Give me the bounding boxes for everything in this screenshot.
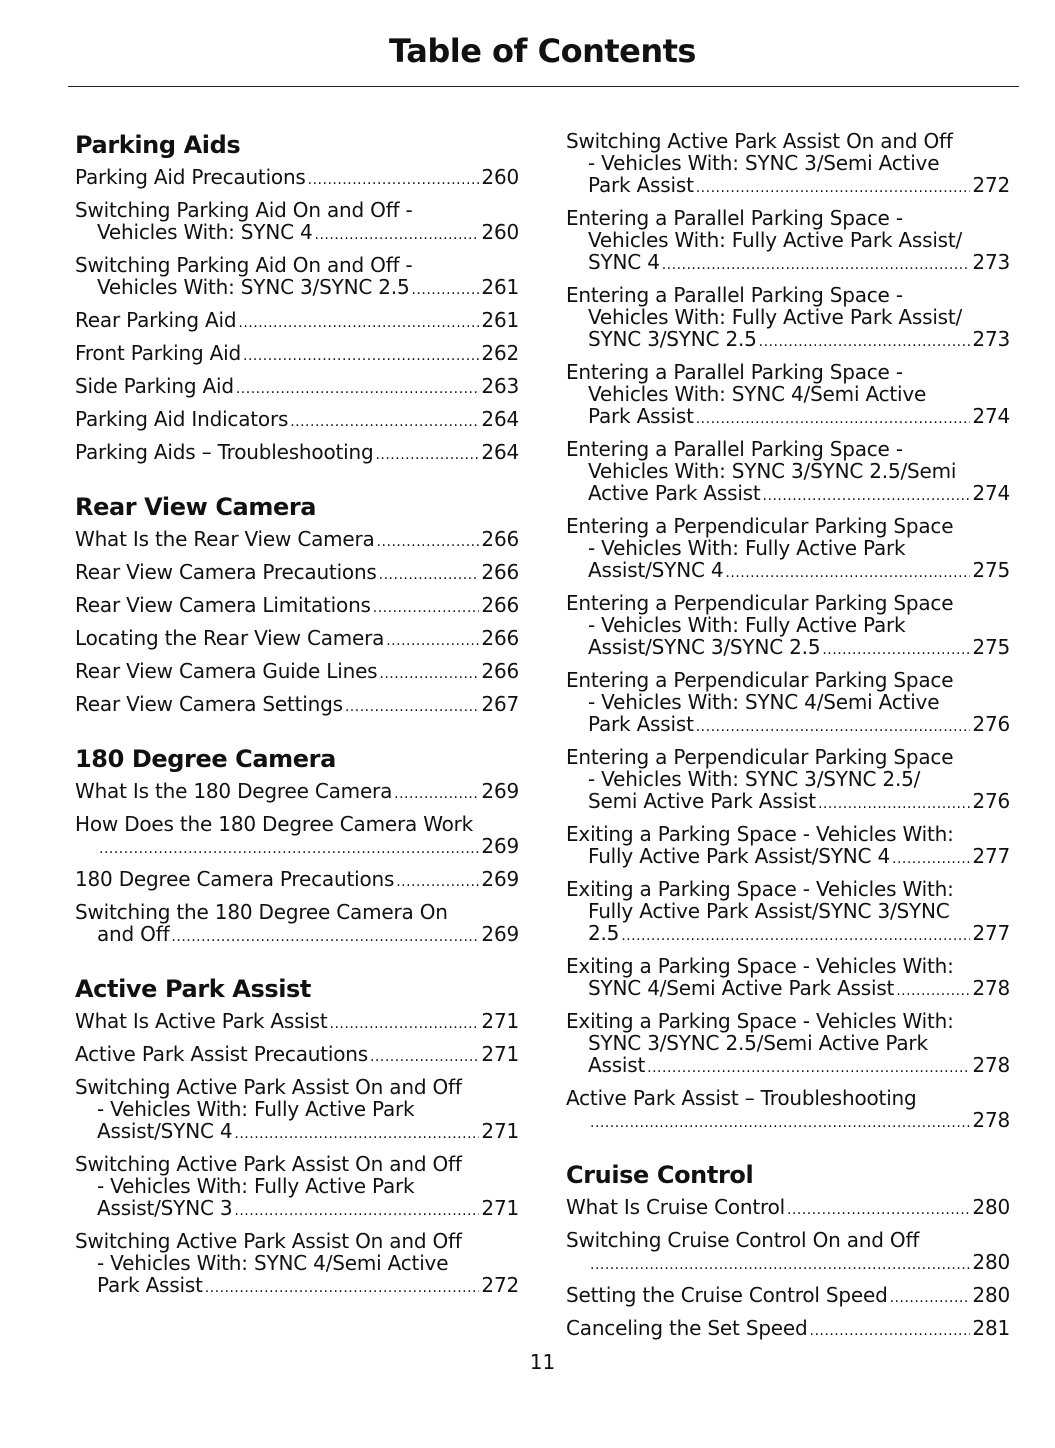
- dot-leader: [238, 312, 479, 334]
- dot-leader: [205, 1277, 480, 1299]
- toc-entry-last-line: [75, 528, 519, 553]
- dot-leader: [759, 331, 971, 353]
- dot-leader: [822, 639, 970, 661]
- dot-leader: [763, 485, 971, 507]
- toc-entry[interactable]: [75, 342, 519, 367]
- toc-entry[interactable]: [75, 1153, 519, 1222]
- dot-leader: [330, 1013, 480, 1035]
- toc-entry[interactable]: [75, 375, 519, 400]
- toc-section-continued: [566, 130, 1010, 1134]
- toc-entry-title: and Off: [97, 922, 170, 946]
- toc-entry-last-line: [588, 713, 1010, 738]
- dot-leader: [234, 1123, 479, 1145]
- toc-page-number[interactable]: 264: [481, 407, 519, 431]
- toc-entry-text-line: Entering a Perpendicular Parking Space: [566, 745, 954, 769]
- toc-page-number[interactable]: 269: [481, 867, 519, 891]
- dot-leader: [375, 444, 479, 466]
- dot-leader: [892, 848, 970, 870]
- toc-entry-last-line: [588, 328, 1010, 353]
- toc-entry-last-line: [75, 166, 519, 191]
- toc-entry-last-line: [75, 693, 519, 718]
- toc-entry[interactable]: [566, 361, 1010, 430]
- toc-page-number[interactable]: 266: [481, 593, 519, 617]
- page-number: 11: [529, 1350, 556, 1374]
- toc-entry-title: Setting the Cruise Control Speed: [566, 1283, 888, 1307]
- toc-entry-title: Rear View Camera Guide Lines: [75, 659, 378, 683]
- dot-leader: [590, 1254, 970, 1276]
- toc-entry[interactable]: [75, 528, 519, 553]
- toc-section-rear-view-camera: [75, 492, 519, 718]
- toc-entry-last-line: [588, 405, 1010, 430]
- toc-entry-last-line: [588, 922, 1010, 947]
- toc-entry-text-line: Switching Active Park Assist On and Off: [75, 1229, 462, 1253]
- toc-entry-title: Assist/SYNC 4: [97, 1119, 233, 1143]
- toc-entry[interactable]: [566, 955, 1010, 1002]
- toc-entry[interactable]: [75, 868, 519, 893]
- toc-page-number[interactable]: 276: [972, 712, 1010, 736]
- toc-page-number[interactable]: 261: [481, 308, 519, 332]
- toc-entry-title: Front Parking Aid: [75, 341, 241, 365]
- toc-entry-last-line: [75, 780, 519, 805]
- toc-entry-title: SYNC 4: [588, 250, 660, 274]
- dot-leader: [411, 279, 479, 301]
- toc-entry-text-line: Switching Parking Aid On and Off -: [75, 198, 413, 222]
- toc-entry-last-line: [588, 977, 1010, 1002]
- toc-entry-title: Assist/SYNC 3/SYNC 2.5: [588, 635, 821, 659]
- dot-leader: [621, 925, 970, 947]
- toc-entry[interactable]: [75, 660, 519, 685]
- toc-page-number[interactable]: 280: [972, 1250, 1010, 1274]
- toc-entry[interactable]: [75, 1010, 519, 1035]
- toc-entry-text-line: Exiting a Parking Space - Vehicles With:: [566, 954, 954, 978]
- toc-page-number[interactable]: 274: [972, 481, 1010, 505]
- toc-entry-title: Active Park Assist: [588, 481, 761, 505]
- dot-leader: [890, 1287, 971, 1309]
- toc-entry[interactable]: [75, 813, 519, 860]
- dot-leader: [379, 564, 480, 586]
- toc-entry-title: SYNC 3/SYNC 2.5: [588, 327, 757, 351]
- toc-page-number[interactable]: 281: [972, 1316, 1010, 1340]
- dot-leader: [590, 1112, 970, 1134]
- toc-entry-last-line: [566, 1317, 1010, 1342]
- toc-entry-text-line: Exiting a Parking Space - Vehicles With:: [566, 877, 954, 901]
- toc-entry-last-line: [588, 1109, 1010, 1134]
- toc-entry-last-line: [588, 251, 1010, 276]
- toc-page-number[interactable]: 266: [481, 626, 519, 650]
- toc-entry[interactable]: [75, 561, 519, 586]
- toc-page-number[interactable]: 277: [972, 921, 1010, 945]
- toc-page-number[interactable]: 269: [481, 922, 519, 946]
- toc-page-number[interactable]: 266: [481, 560, 519, 584]
- dot-leader: [896, 980, 970, 1002]
- toc-entry[interactable]: [75, 408, 519, 433]
- toc-entry[interactable]: [566, 746, 1010, 815]
- toc-page-number[interactable]: 271: [481, 1196, 519, 1220]
- toc-page-number[interactable]: 269: [481, 834, 519, 858]
- toc-entry-title: Parking Aid Indicators: [75, 407, 289, 431]
- toc-entry-title: Rear Parking Aid: [75, 308, 237, 332]
- toc-entry-title: Rear View Camera Precautions: [75, 560, 377, 584]
- toc-entry[interactable]: [566, 438, 1010, 507]
- toc-entry[interactable]: [75, 693, 519, 718]
- toc-entry-title: SYNC 4/Semi Active Park Assist: [588, 976, 895, 1000]
- toc-entry-text-line: Entering a Perpendicular Parking Space: [566, 668, 954, 692]
- toc-entry-text-line: Active Park Assist – Troubleshooting: [566, 1086, 917, 1110]
- toc-entry[interactable]: [566, 515, 1010, 584]
- toc-page-number[interactable]: 264: [481, 440, 519, 464]
- toc-entry-title: Locating the Rear View Camera: [75, 626, 385, 650]
- toc-entry-title: 180 Degree Camera Precautions: [75, 867, 395, 891]
- toc-entry-title: Park Assist: [588, 712, 694, 736]
- toc-entry-title: Parking Aid Precautions: [75, 165, 306, 189]
- toc-entry[interactable]: [566, 207, 1010, 276]
- toc-entry-last-line: [75, 868, 519, 893]
- toc-page-number[interactable]: 271: [481, 1042, 519, 1066]
- dot-leader: [818, 793, 970, 815]
- toc-page-number[interactable]: 273: [972, 250, 1010, 274]
- toc-entry-text-line: Exiting a Parking Space - Vehicles With:: [566, 822, 954, 846]
- toc-entry-title: Rear View Camera Settings: [75, 692, 343, 716]
- toc-entry-last-line: [566, 1196, 1010, 1221]
- toc-entry[interactable]: [566, 1284, 1010, 1309]
- toc-entry[interactable]: [75, 901, 519, 948]
- dot-leader: [725, 562, 970, 584]
- toc-entry-last-line: [97, 221, 519, 246]
- toc-page-number[interactable]: 275: [972, 558, 1010, 582]
- toc-entry-text-line: Entering a Parallel Parking Space -: [566, 206, 903, 230]
- toc-page-number[interactable]: 272: [481, 1273, 519, 1297]
- toc-entry[interactable]: [566, 1010, 1010, 1079]
- toc-entry-title: What Is the 180 Degree Camera: [75, 779, 393, 803]
- toc-entry[interactable]: [75, 441, 519, 466]
- toc-entry-text-line: Switching Cruise Control On and Off: [566, 1228, 920, 1252]
- toc-entry-last-line: [75, 660, 519, 685]
- toc-entry-title: Rear View Camera Limitations: [75, 593, 371, 617]
- toc-entry[interactable]: [566, 1317, 1010, 1342]
- section-heading: Parking Aids: [75, 131, 241, 159]
- toc-entry-text-line: - Vehicles With: SYNC 3/SYNC 2.5/: [588, 767, 921, 791]
- toc-entry-last-line: [75, 561, 519, 586]
- toc-entry[interactable]: [75, 166, 519, 191]
- toc-left-column: [75, 130, 519, 1325]
- toc-entry-title: Park Assist: [97, 1273, 203, 1297]
- toc-entry-title: Park Assist: [588, 404, 694, 428]
- toc-page-number[interactable]: 278: [972, 1108, 1010, 1132]
- toc-page-number[interactable]: 260: [481, 220, 519, 244]
- toc-page-number[interactable]: 276: [972, 789, 1010, 813]
- toc-entry-title: Active Park Assist Precautions: [75, 1042, 368, 1066]
- toc-entry[interactable]: [566, 592, 1010, 661]
- toc-entry-text-line: How Does the 180 Degree Camera Work: [75, 812, 474, 836]
- toc-page-number[interactable]: 261: [481, 275, 519, 299]
- toc-entry[interactable]: [566, 669, 1010, 738]
- toc-entry-title: 2.5: [588, 921, 620, 945]
- toc-section-cruise-control: [566, 1160, 1010, 1342]
- dot-leader: [345, 696, 480, 718]
- toc-entry-last-line: [588, 559, 1010, 584]
- toc-entry-text-line: Switching Active Park Assist On and Off: [75, 1152, 462, 1176]
- toc-entry[interactable]: [566, 1087, 1010, 1134]
- toc-entry-last-line: [75, 1010, 519, 1035]
- dot-leader: [308, 169, 480, 191]
- dot-leader: [290, 411, 479, 433]
- toc-entry-title: What Is Active Park Assist: [75, 1009, 328, 1033]
- toc-entry-title: Fully Active Park Assist/SYNC 4: [588, 844, 890, 868]
- section-heading: Rear View Camera: [75, 493, 317, 521]
- toc-entry-text-line: Vehicles With: Fully Active Park Assist/: [588, 228, 963, 252]
- toc-page-number[interactable]: 271: [481, 1009, 519, 1033]
- dot-leader: [787, 1199, 970, 1221]
- toc-entry-text-line: - Vehicles With: Fully Active Park: [588, 613, 906, 637]
- toc-page-number[interactable]: 263: [481, 374, 519, 398]
- dot-leader: [171, 926, 479, 948]
- toc-entry-last-line: [588, 482, 1010, 507]
- toc-entry-last-line: [588, 845, 1010, 870]
- dot-leader: [243, 345, 479, 367]
- toc-entry-text-line: Switching Active Park Assist On and Off: [75, 1075, 462, 1099]
- toc-entry-title: What Is the Rear View Camera: [75, 527, 375, 551]
- toc-page-number[interactable]: 278: [972, 1053, 1010, 1077]
- toc-entry[interactable]: [75, 594, 519, 619]
- toc-entry-text-line: Vehicles With: Fully Active Park Assist/: [588, 305, 963, 329]
- toc-entry-title: Side Parking Aid: [75, 374, 234, 398]
- toc-entry-last-line: [75, 375, 519, 400]
- toc-entry-text-line: SYNC 3/SYNC 2.5/Semi Active Park: [588, 1031, 928, 1055]
- toc-page-number[interactable]: 278: [972, 976, 1010, 1000]
- toc-entry-text-line: Switching Active Park Assist On and Off: [566, 129, 953, 153]
- toc-entry[interactable]: [75, 1076, 519, 1145]
- page-title: Table of Contents: [389, 32, 696, 70]
- toc-page-number[interactable]: 273: [972, 327, 1010, 351]
- toc-entry-last-line: [75, 627, 519, 652]
- toc-entry[interactable]: [566, 284, 1010, 353]
- toc-entry-title: Vehicles With: SYNC 3/SYNC 2.5: [97, 275, 410, 299]
- dot-leader: [696, 177, 971, 199]
- toc-entry-last-line: [75, 594, 519, 619]
- toc-entry[interactable]: [75, 1043, 519, 1068]
- toc-entry-text-line: Vehicles With: SYNC 4/Semi Active: [588, 382, 927, 406]
- dot-leader: [373, 597, 480, 619]
- toc-entry[interactable]: [566, 878, 1010, 947]
- dot-leader: [647, 1057, 970, 1079]
- toc-entry-title: Vehicles With: SYNC 4: [97, 220, 313, 244]
- toc-section-parking-aids: [75, 130, 519, 466]
- toc-entry-text-line: Exiting a Parking Space - Vehicles With:: [566, 1009, 954, 1033]
- toc-page-number[interactable]: 260: [481, 165, 519, 189]
- toc-entry-text-line: Fully Active Park Assist/SYNC 3/SYNC: [588, 899, 950, 923]
- toc-entry-last-line: [588, 1251, 1010, 1276]
- toc-entry-text-line: Entering a Parallel Parking Space -: [566, 437, 903, 461]
- toc-entry-last-line: [97, 1197, 519, 1222]
- toc-section-active-park-assist: [75, 974, 519, 1299]
- dot-leader: [99, 838, 479, 860]
- dot-leader: [394, 783, 479, 805]
- toc-entry-text-line: - Vehicles With: Fully Active Park: [97, 1097, 415, 1121]
- dot-leader: [377, 531, 480, 553]
- toc-page-number[interactable]: 266: [481, 659, 519, 683]
- toc-entry-title: Park Assist: [588, 173, 694, 197]
- toc-entry-text-line: Entering a Parallel Parking Space -: [566, 360, 903, 384]
- toc-entry-text-line: - Vehicles With: Fully Active Park: [97, 1174, 415, 1198]
- toc-entry-last-line: [588, 174, 1010, 199]
- toc-entry-title: What Is Cruise Control: [566, 1195, 785, 1219]
- toc-page-number[interactable]: 280: [972, 1283, 1010, 1307]
- toc-entry-last-line: [566, 1284, 1010, 1309]
- toc-page-number[interactable]: 280: [972, 1195, 1010, 1219]
- toc-page-number[interactable]: 267: [481, 692, 519, 716]
- toc-entry-last-line: [97, 835, 519, 860]
- toc-entry-title: Assist/SYNC 4: [588, 558, 724, 582]
- toc-section-180-degree-camera: [75, 744, 519, 948]
- dot-leader: [662, 254, 971, 276]
- toc-entry-text-line: Entering a Perpendicular Parking Space: [566, 514, 954, 538]
- toc-page-number[interactable]: 272: [972, 173, 1010, 197]
- toc-entry-text-line: Entering a Perpendicular Parking Space: [566, 591, 954, 615]
- toc-right-column: [566, 130, 1010, 1368]
- toc-entry-last-line: [588, 790, 1010, 815]
- toc-page-number[interactable]: 269: [481, 779, 519, 803]
- toc-entry-last-line: [75, 309, 519, 334]
- toc-entry-text-line: - Vehicles With: SYNC 4/Semi Active: [97, 1251, 449, 1275]
- toc-page-number[interactable]: 275: [972, 635, 1010, 659]
- toc-entry[interactable]: [566, 130, 1010, 199]
- dot-leader: [236, 378, 480, 400]
- dot-leader: [696, 408, 971, 430]
- toc-entry[interactable]: [75, 780, 519, 805]
- title-divider: [68, 86, 1019, 87]
- toc-entry[interactable]: [75, 254, 519, 301]
- toc-entry-last-line: [588, 636, 1010, 661]
- dot-leader: [234, 1200, 479, 1222]
- dot-leader: [315, 224, 480, 246]
- toc-entry-title: Canceling the Set Speed: [566, 1316, 808, 1340]
- toc-entry[interactable]: [566, 1196, 1010, 1221]
- dot-leader: [696, 716, 971, 738]
- dot-leader: [379, 663, 479, 685]
- toc-entry-last-line: [75, 408, 519, 433]
- toc-entry-title: Assist: [588, 1053, 646, 1077]
- toc-entry-text-line: Switching the 180 Degree Camera On: [75, 900, 448, 924]
- toc-entry-last-line: [75, 1043, 519, 1068]
- toc-entry-title: Parking Aids – Troubleshooting: [75, 440, 374, 464]
- toc-entry-last-line: [75, 441, 519, 466]
- section-heading: 180 Degree Camera: [75, 745, 336, 773]
- toc-entry-last-line: [588, 1054, 1010, 1079]
- toc-entry[interactable]: [75, 309, 519, 334]
- toc-entry[interactable]: [75, 1230, 519, 1299]
- toc-entry-text-line: Vehicles With: SYNC 3/SYNC 2.5/Semi: [588, 459, 957, 483]
- toc-entry-last-line: [97, 1120, 519, 1145]
- dot-leader: [370, 1046, 479, 1068]
- toc-page-number[interactable]: 277: [972, 844, 1010, 868]
- toc-entry-text-line: - Vehicles With: SYNC 4/Semi Active: [588, 690, 940, 714]
- toc-page-number[interactable]: 274: [972, 404, 1010, 428]
- toc-entry-text-line: - Vehicles With: Fully Active Park: [588, 536, 906, 560]
- toc-entry-text-line: - Vehicles With: SYNC 3/Semi Active: [588, 151, 940, 175]
- toc-entry-title: Assist/SYNC 3: [97, 1196, 233, 1220]
- toc-entry[interactable]: [75, 199, 519, 246]
- toc-page-number[interactable]: 262: [481, 341, 519, 365]
- toc-entry-text-line: Switching Parking Aid On and Off -: [75, 253, 413, 277]
- toc-entry-last-line: [97, 923, 519, 948]
- toc-entry-title: Semi Active Park Assist: [588, 789, 816, 813]
- toc-entry-last-line: [97, 276, 519, 301]
- toc-entry-text-line: Entering a Parallel Parking Space -: [566, 283, 903, 307]
- dot-leader: [386, 630, 479, 652]
- dot-leader: [396, 871, 479, 893]
- dot-leader: [810, 1320, 971, 1342]
- toc-entry-last-line: [97, 1274, 519, 1299]
- toc-entry[interactable]: [566, 823, 1010, 870]
- toc-entry[interactable]: [566, 1229, 1010, 1276]
- toc-entry[interactable]: [75, 627, 519, 652]
- toc-page-number[interactable]: 271: [481, 1119, 519, 1143]
- toc-page-number[interactable]: 266: [481, 527, 519, 551]
- section-heading: Active Park Assist: [75, 975, 311, 1003]
- section-heading: Cruise Control: [566, 1161, 754, 1189]
- toc-entry-last-line: [75, 342, 519, 367]
